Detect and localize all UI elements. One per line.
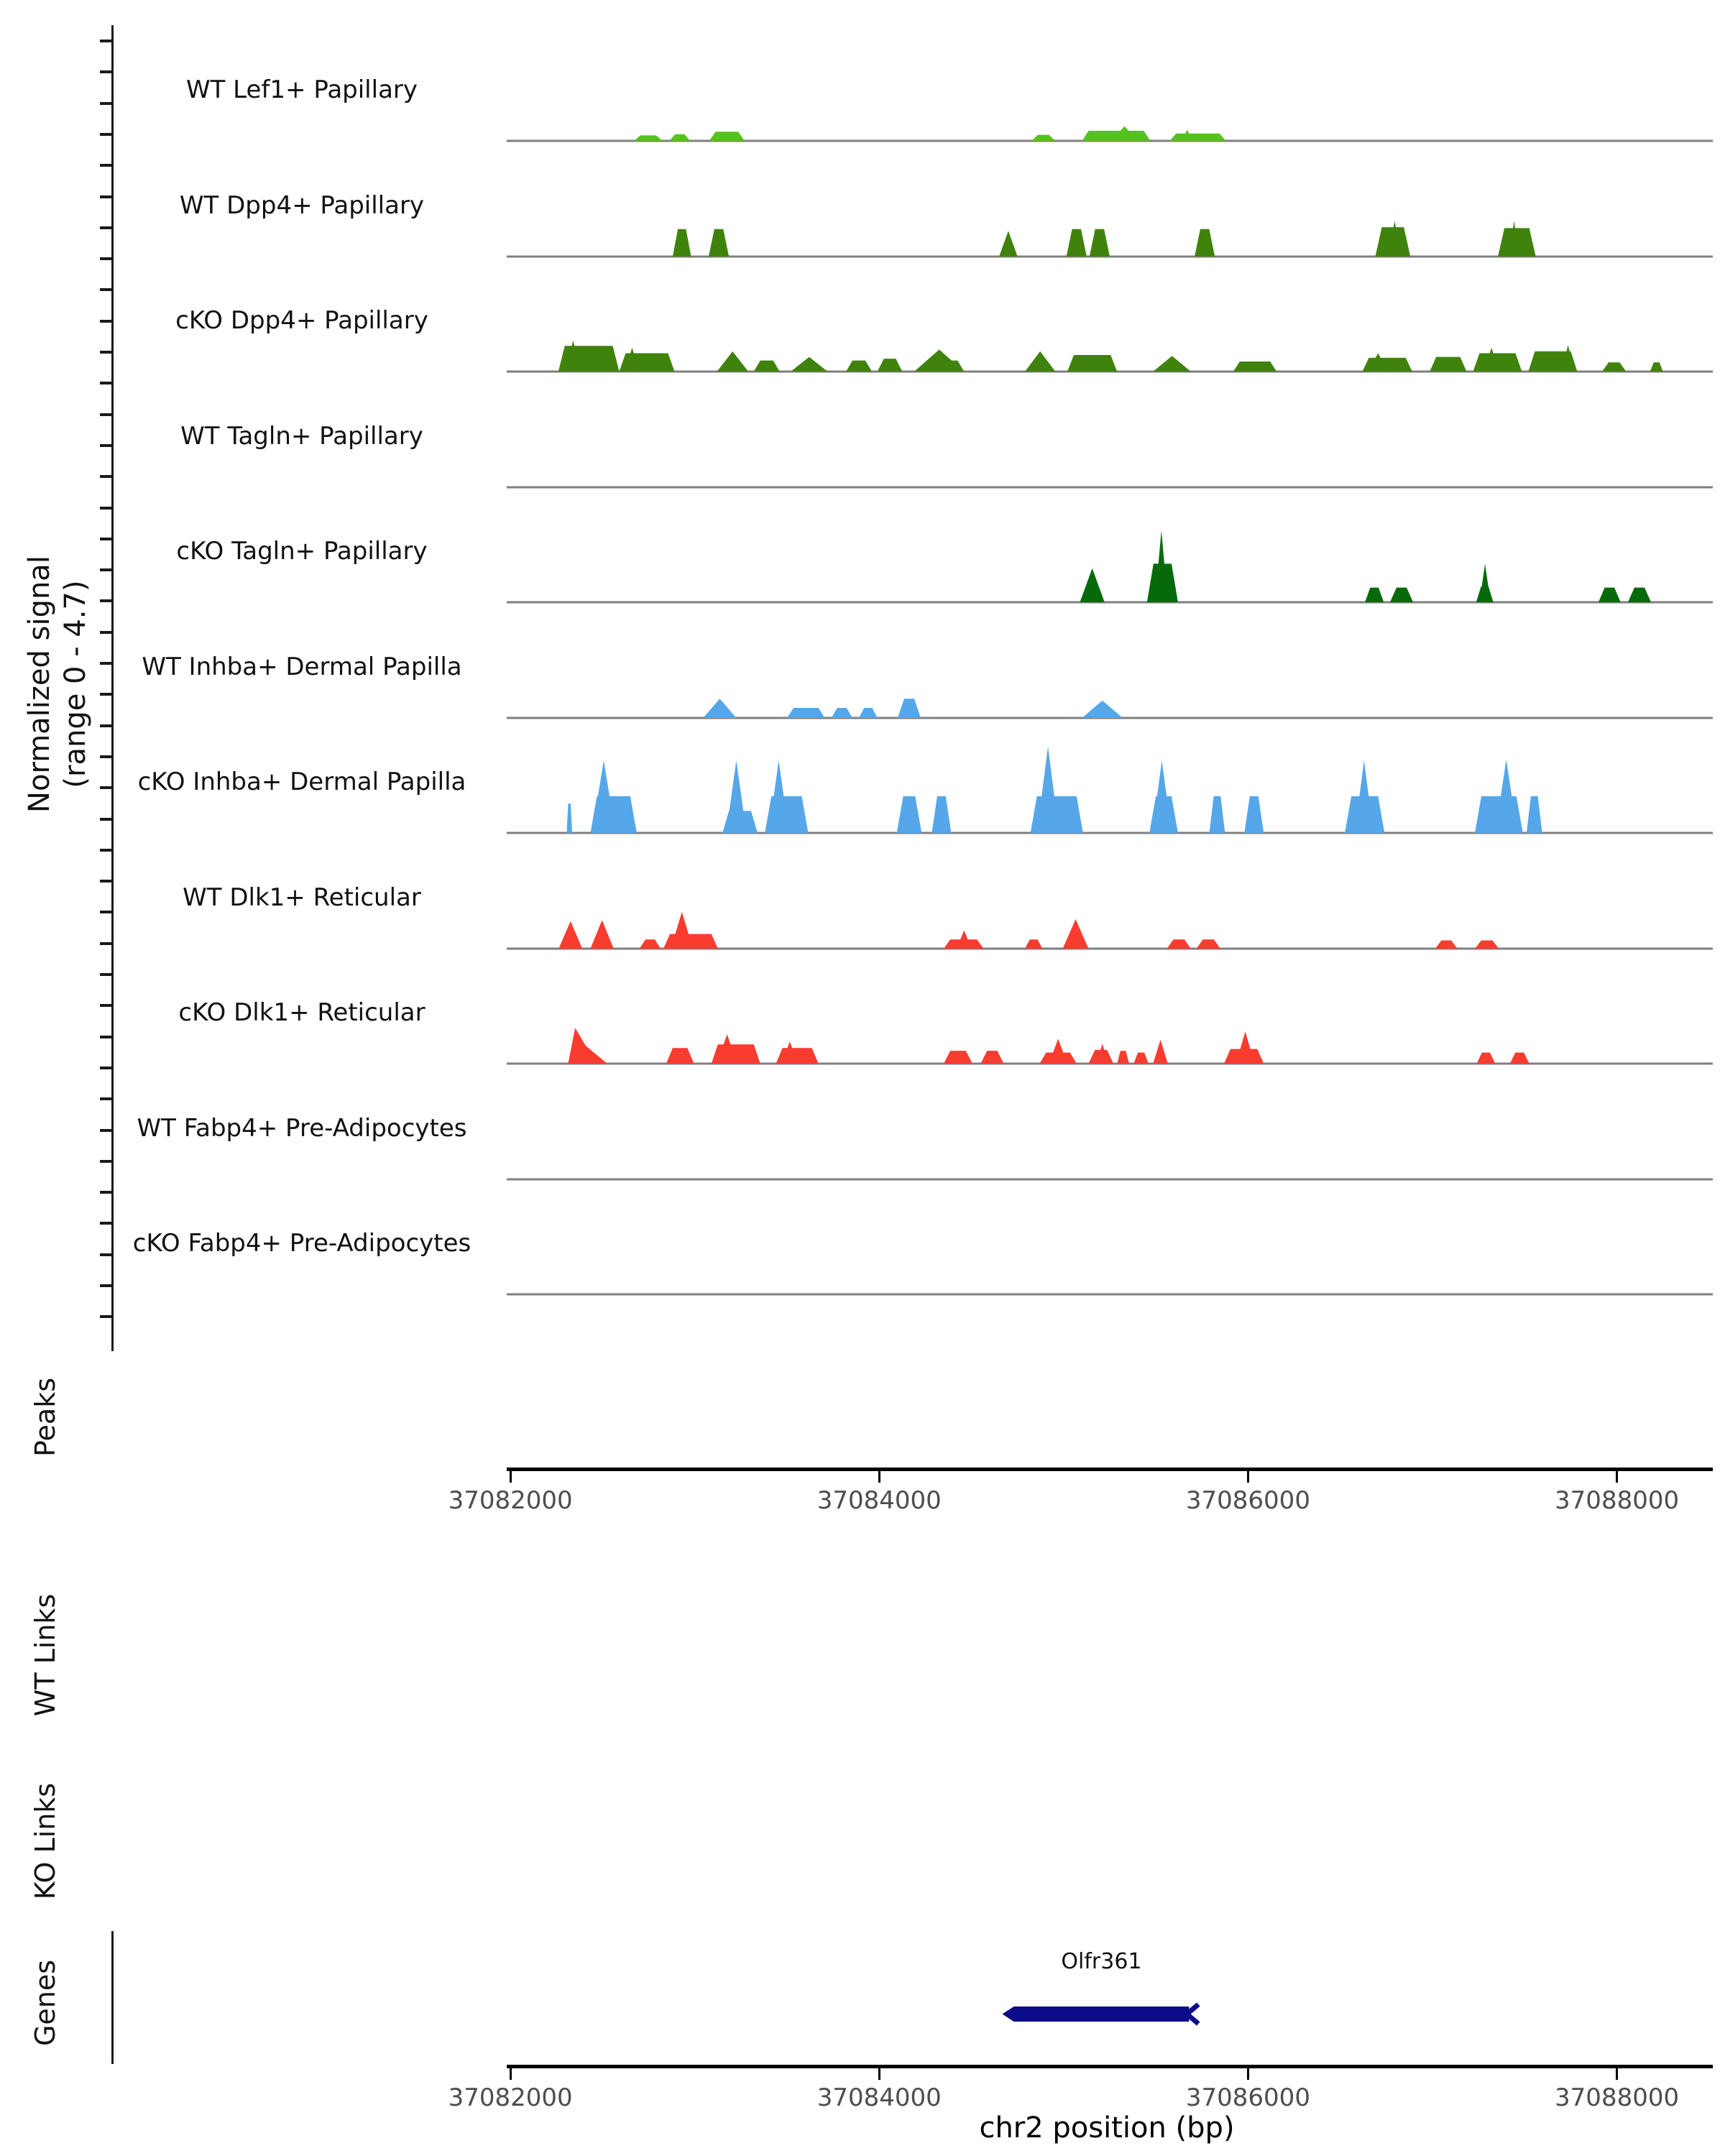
signal-peak (1167, 939, 1191, 949)
gene-rect (1003, 2007, 1190, 2022)
track-row (0, 1065, 1725, 1181)
track-row (0, 719, 1725, 834)
signal-peak (932, 796, 951, 833)
signal-peak (898, 699, 921, 718)
signal-peak (927, 361, 964, 372)
peaks-section-label: Peaks (29, 1377, 61, 1457)
signal-peak (558, 921, 582, 948)
signal-area (507, 27, 1713, 142)
axis-tick (878, 1471, 880, 1483)
y-axis-label-line1: Normalized signal (23, 556, 56, 813)
signal-peak (1495, 760, 1517, 833)
axis-line (507, 2065, 1713, 2068)
genes-axis-spine (111, 1931, 114, 2064)
track-row (0, 834, 1725, 950)
signal-area (507, 257, 1713, 373)
signal-peak (944, 1051, 972, 1064)
signal-area (507, 719, 1713, 834)
signal-peak (1628, 588, 1651, 602)
signal-peak (1025, 939, 1042, 949)
signal-peak (1650, 362, 1663, 372)
track-label: cKO Tagln+ Papillary (176, 537, 428, 566)
signal-area (507, 949, 1713, 1065)
signal-peak (673, 229, 691, 256)
signal-area (507, 488, 1713, 604)
axis-tick-label: 37086000 (1185, 2083, 1310, 2112)
axis-tick (1616, 2068, 1618, 2080)
signal-peak (666, 1048, 694, 1064)
ko-links-section-label: KO Links (29, 1782, 61, 1900)
signal-peak (754, 361, 780, 372)
signal-peak (1510, 1053, 1530, 1064)
signal-peak (1430, 357, 1466, 372)
track-row (0, 949, 1725, 1065)
track-label: cKO Inhba+ Dermal Papilla (137, 768, 466, 796)
signal-peak (1169, 134, 1225, 141)
track-row (0, 27, 1725, 142)
track-label: WT Dpp4+ Papillary (179, 190, 425, 220)
signal-peak (1195, 229, 1215, 256)
track-label: cKO Fabp4+ Pre-Adipocytes (132, 1229, 472, 1258)
signal-peak (1598, 588, 1621, 602)
track-label: cKO Dpp4+ Papillary (175, 306, 428, 335)
signal-peak (832, 707, 853, 717)
signal-area (507, 834, 1713, 950)
signal-peak (1244, 796, 1264, 833)
signal-peak (1479, 563, 1490, 602)
signal-peak (1067, 355, 1117, 372)
signal-peak (568, 1028, 607, 1064)
signal-peak (671, 911, 693, 948)
track-row (0, 604, 1725, 719)
signal-peak (791, 357, 827, 372)
axis-line (507, 1468, 1713, 1471)
x-axis-title: chr2 position (bp) (979, 2111, 1235, 2145)
signal-peak (957, 930, 972, 949)
signal-peak (999, 231, 1018, 257)
axis-tick-label: 37086000 (1185, 1486, 1310, 1515)
track-label: WT Fabp4+ Pre-Adipocytes (137, 1113, 467, 1143)
genes-section-label: Genes (29, 1959, 61, 2047)
signal-peak (1063, 919, 1089, 949)
y-axis-label-line2: (range 0 - 4.7) (59, 580, 92, 788)
signal-peak (590, 920, 613, 949)
track-label: WT Tagln+ Papillary (180, 421, 423, 451)
signal-peak (1475, 940, 1499, 948)
signal-area (507, 1065, 1713, 1181)
signal-peak (1049, 1039, 1067, 1064)
axis-tick (1247, 2068, 1249, 2080)
axis-tick (510, 1471, 512, 1483)
signal-peak (566, 803, 572, 833)
signal-peak (980, 1051, 1003, 1064)
signal-peak (1153, 356, 1191, 372)
signal-peak (1133, 1053, 1149, 1064)
axis-tick (1616, 1471, 1618, 1483)
track-row (0, 488, 1725, 604)
signal-peak (1390, 588, 1413, 602)
signal-peak (1477, 1053, 1496, 1064)
signal-peak (1602, 362, 1626, 372)
track-row (0, 373, 1725, 489)
signal-peak (1153, 1040, 1168, 1064)
axis-tick-label: 37084000 (816, 2083, 942, 2112)
signal-peak (897, 796, 922, 833)
signal-area (507, 142, 1713, 258)
signal-peak (1031, 135, 1055, 141)
signal-peak (846, 361, 872, 372)
axis-tick (510, 2068, 512, 2080)
signal-area (507, 373, 1713, 489)
signal-peak (1025, 351, 1055, 372)
signal-peak (709, 229, 729, 256)
signal-area (507, 604, 1713, 719)
track-row (0, 1180, 1725, 1296)
signal-peak (1233, 361, 1276, 372)
signal-peak (717, 351, 748, 372)
signal-peak (1117, 1051, 1129, 1064)
gene-name-label: Olfr361 (1061, 1949, 1142, 1974)
wt-links-section-label: WT Links (29, 1593, 61, 1717)
signal-peak (1037, 747, 1059, 833)
axis-tick (878, 2068, 880, 2080)
signal-peak (1236, 1031, 1255, 1064)
gene-body (507, 1940, 1713, 2063)
axis-tick (100, 1315, 112, 1318)
track-label: WT Lef1+ Papillary (185, 75, 418, 104)
signal-peak (669, 134, 690, 141)
track-label: WT Inhba+ Dermal Papilla (142, 652, 462, 681)
signal-peak (1067, 229, 1087, 256)
axis-tick-label: 37084000 (816, 1486, 942, 1515)
signal-peak (726, 760, 746, 833)
track-row (0, 142, 1725, 258)
signal-peak (787, 707, 825, 717)
track-row (0, 257, 1725, 373)
signal-peak (1365, 588, 1384, 602)
axis-tick-label: 37088000 (1555, 2083, 1680, 2112)
signal-peak (1210, 796, 1225, 833)
signal-peak (1090, 229, 1110, 256)
signal-peak (1197, 939, 1220, 949)
signal-peak (1527, 796, 1542, 833)
signal-peak (709, 132, 745, 141)
axis-tick-label: 37088000 (1555, 1486, 1680, 1515)
signal-peak (1435, 940, 1458, 948)
signal-peak (640, 939, 661, 949)
track-label: cKO Dlk1+ Reticular (178, 998, 426, 1027)
axis-tick-label: 37082000 (448, 2083, 573, 2112)
signal-peak (878, 359, 903, 372)
signal-peak (859, 707, 878, 717)
axis-tick (1247, 1471, 1249, 1483)
signal-peak (1086, 709, 1119, 718)
signal-peak (634, 135, 663, 141)
axis-tick-label: 37082000 (448, 1486, 573, 1515)
signal-area (507, 1180, 1713, 1296)
signal-peak (1080, 568, 1104, 602)
track-label: WT Dlk1+ Reticular (183, 883, 421, 912)
